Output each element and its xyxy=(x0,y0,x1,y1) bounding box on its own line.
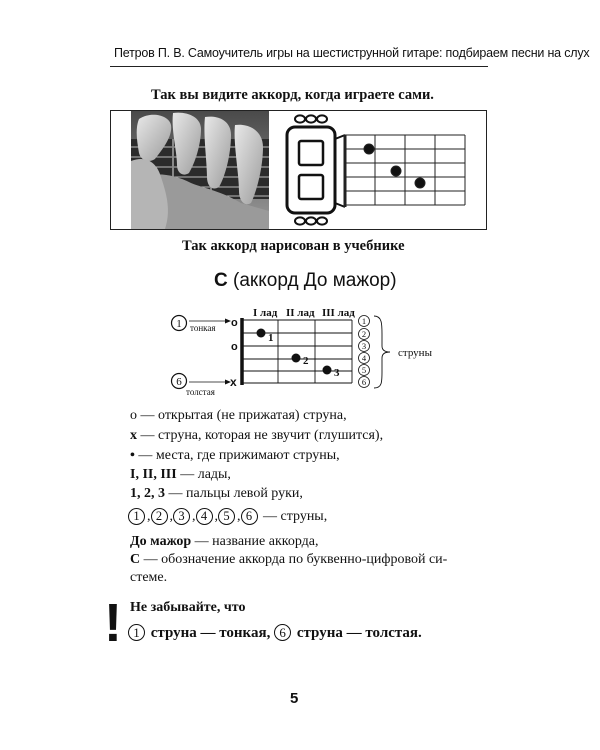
photo-caption-bottom: Так аккорд нарисован в учебнике xyxy=(182,238,405,254)
reminder-title: Не забывайте, что xyxy=(130,600,246,615)
circle-6: 6 xyxy=(241,508,258,525)
fret-label-1: I лад xyxy=(253,307,278,319)
reminder-circle-1: 1 xyxy=(128,624,145,641)
circle-4: 4 xyxy=(196,508,213,525)
finger-dot-2 xyxy=(292,354,301,363)
string-number-6: 6 xyxy=(361,377,367,387)
header-rule xyxy=(110,66,488,67)
circle-3: 3 xyxy=(173,508,190,525)
reminder-circle-6: 6 xyxy=(274,624,291,641)
running-header: Петров П. В. Самоучитель игры на шестиструнной гитаре: подбираем песни на слух xyxy=(114,46,590,60)
string-number-4: 4 xyxy=(361,353,367,363)
fretboard-drawing xyxy=(345,135,465,207)
legend-chord-symbol: С — обозначение аккорда по буквенно-цифровой си- xyxy=(130,552,448,567)
thin-string-number: 1 xyxy=(176,318,182,330)
mute-mark-6: x xyxy=(230,375,237,389)
thin-label: тонкая xyxy=(190,323,216,333)
chord-illustration xyxy=(111,111,486,229)
open-mark-3: о xyxy=(231,341,238,353)
reminder-text: 1 струна — тонкая, 6 струна — толстая. xyxy=(128,624,422,642)
circle-5: 5 xyxy=(218,508,235,525)
finger-number-1: 1 xyxy=(268,332,274,344)
legend-chord-name: До мажор — название аккорда, xyxy=(130,534,319,549)
finger-dot-3 xyxy=(323,366,332,375)
legend-muted: х — струна, которая не звучит (глушится), xyxy=(130,428,384,443)
headstock-drawing xyxy=(287,115,345,224)
legend-pressed: • — места, где прижимают струны, xyxy=(130,448,340,463)
strings-brace xyxy=(374,316,390,388)
chord-name: (аккорд До мажор) xyxy=(227,270,397,291)
circle-2: 2 xyxy=(151,508,168,525)
page-number: 5 xyxy=(290,690,299,707)
open-mark-1: о xyxy=(231,317,238,329)
string-number-1: 1 xyxy=(361,316,367,326)
circle-1: 1 xyxy=(128,508,145,525)
legend-open: о — открытая (не прижатая) струна, xyxy=(130,408,347,423)
chord-diagram xyxy=(160,304,440,396)
finger-dot-1 xyxy=(257,329,266,338)
photo-caption-top: Так вы видите аккорд, когда играете сами. xyxy=(151,87,434,103)
fret-label-3: III лад xyxy=(322,307,355,319)
hand-photo xyxy=(131,111,269,229)
string-number-2: 2 xyxy=(361,329,367,339)
legend-strings: 1 , 2 , 3 , 4 , 5 , 6 — струны, xyxy=(128,508,327,525)
legend-continuation: стеме. xyxy=(130,570,168,585)
finger-number-2: 2 xyxy=(303,355,309,367)
string-number-3: 3 xyxy=(361,341,367,351)
legend-fingers: 1, 2, 3 — пальцы левой руки, xyxy=(130,486,303,501)
strings-label: струны xyxy=(398,347,432,359)
exclamation-icon: ! xyxy=(104,593,122,653)
finger-number-3: 3 xyxy=(334,367,340,379)
fret-label-2: II лад xyxy=(286,307,315,319)
chord-illustration-box xyxy=(110,110,487,230)
string-number-5: 5 xyxy=(361,365,367,375)
chord-letter: С xyxy=(214,270,228,291)
chord-title xyxy=(214,270,397,292)
legend-frets: I, II, III — лады, xyxy=(130,467,231,482)
thick-label: толстая xyxy=(186,387,215,396)
thick-string-number: 6 xyxy=(176,376,182,388)
